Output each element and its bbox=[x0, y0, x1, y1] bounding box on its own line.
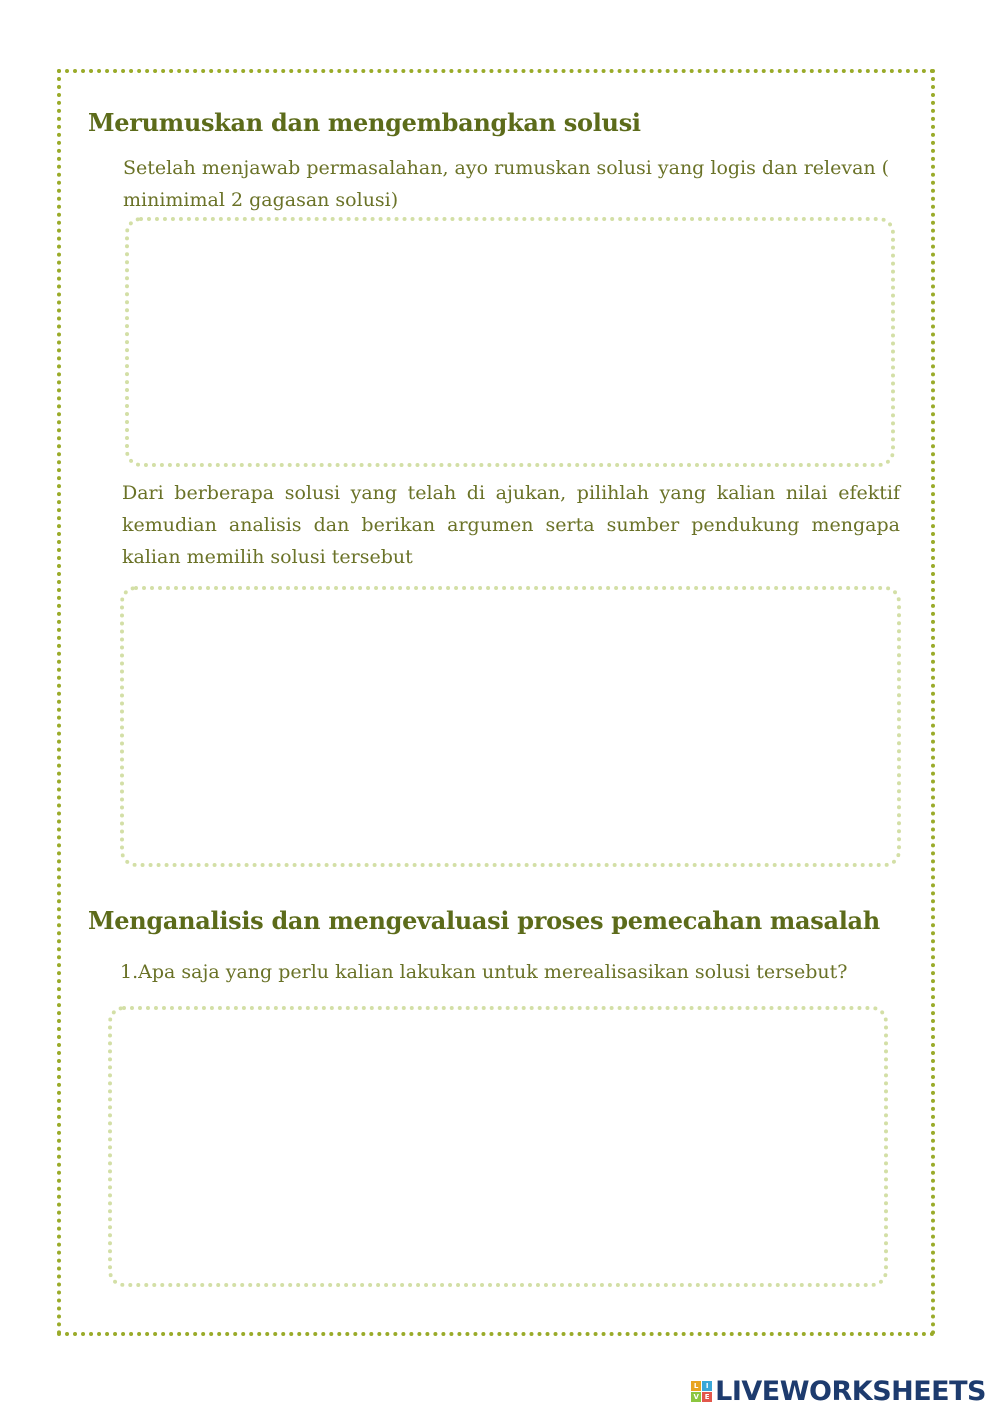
answer-box-solutions[interactable] bbox=[125, 217, 895, 467]
question-number: 1. bbox=[120, 961, 139, 983]
section-heading-evaluation: Menganalisis dan mengevaluasi proses pemecahan masalah bbox=[88, 906, 880, 935]
mark-letter: E bbox=[702, 1392, 712, 1402]
liveworksheets-logo bbox=[691, 1374, 986, 1408]
brand-name: LIVEWORKSHEETS bbox=[715, 1375, 986, 1407]
instruction-solutions: Setelah menjawab permasalahan, ayo rumuskan solusi yang logis dan relevan ( minimimal 2 gagasan solusi) bbox=[123, 157, 890, 211]
question-1 bbox=[120, 958, 847, 986]
mark-letter: I bbox=[702, 1381, 712, 1391]
mark-letter: L bbox=[691, 1381, 701, 1391]
liveworksheets-mark-icon bbox=[691, 1381, 712, 1402]
instruction-choose-solution: Dari berberapa solusi yang telah di ajukan, pilihlah yang kalian nilai efektif kemudian analisis dan berikan argumen serta sumber pendukung mengapa kalian memilih solusi tersebut bbox=[122, 482, 900, 568]
mark-letter: V bbox=[691, 1392, 701, 1402]
question-text: Apa saja yang perlu kalian lakukan untuk merealisasikan solusi tersebut? bbox=[138, 961, 848, 983]
answer-box-chosen-solution[interactable] bbox=[120, 586, 901, 867]
section-heading-solutions: Merumuskan dan mengembangkan solusi bbox=[88, 108, 641, 137]
answer-box-question-1[interactable] bbox=[108, 1006, 888, 1287]
